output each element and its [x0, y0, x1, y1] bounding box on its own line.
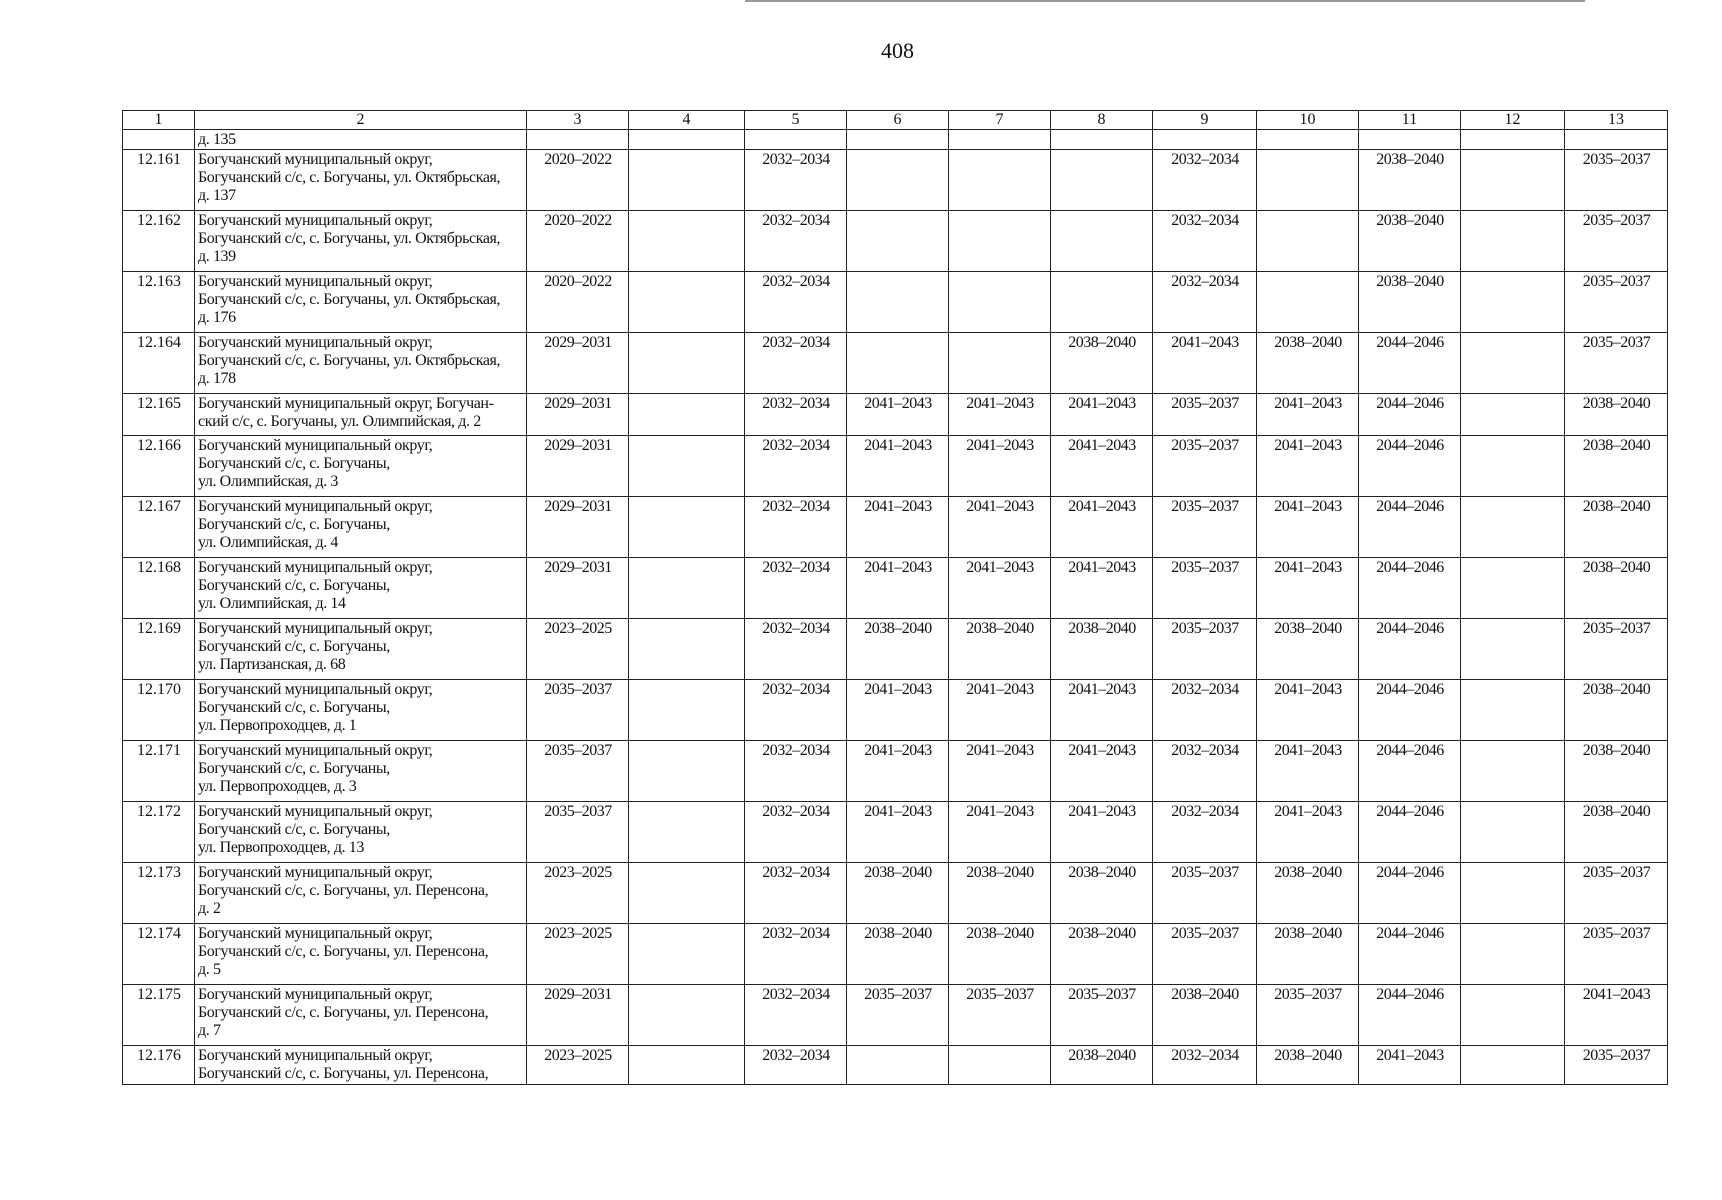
period-cell-11: 2044–2046	[1359, 497, 1461, 558]
period-cell-12	[1461, 863, 1565, 924]
period-cell-8: 2038–2040	[1051, 863, 1153, 924]
row-number-cell: 12.170	[123, 680, 195, 741]
address-cell: Богучанский муниципальный округ, Богучанский с/с, с. Богучаны, ул. Первопроходцев, д. 13	[195, 802, 527, 863]
address-cell: Богучанский муниципальный округ, Богучанский с/с, с. Богучаны, ул. Олимпийская, д. 14	[195, 558, 527, 619]
period-cell-5: 2032–2034	[745, 150, 847, 211]
row-number-cell: 12.161	[123, 150, 195, 211]
period-cell-3: 2020–2022	[527, 211, 629, 272]
period-cell-9: 2041–2043	[1153, 333, 1257, 394]
period-cell-8: 2038–2040	[1051, 619, 1153, 680]
period-cell-6	[847, 130, 949, 150]
period-cell-6	[847, 211, 949, 272]
period-cell-3: 2035–2037	[527, 680, 629, 741]
column-header-12: 12	[1461, 111, 1565, 130]
period-cell-7	[949, 150, 1051, 211]
period-cell-5: 2032–2034	[745, 924, 847, 985]
period-cell-6: 2038–2040	[847, 619, 949, 680]
period-cell-13: 2041–2043	[1565, 985, 1668, 1046]
period-cell-5: 2032–2034	[745, 741, 847, 802]
period-cell-13: 2035–2037	[1565, 211, 1668, 272]
period-cell-10: 2038–2040	[1257, 863, 1359, 924]
period-cell-11: 2044–2046	[1359, 924, 1461, 985]
period-cell-5: 2032–2034	[745, 211, 847, 272]
period-cell-5	[745, 130, 847, 150]
period-cell-7: 2035–2037	[949, 985, 1051, 1046]
period-cell-11: 2044–2046	[1359, 802, 1461, 863]
period-cell-9: 2035–2037	[1153, 558, 1257, 619]
period-cell-13	[1565, 130, 1668, 150]
period-cell-9: 2032–2034	[1153, 211, 1257, 272]
table-body	[123, 130, 1668, 1085]
period-cell-6	[847, 1046, 949, 1085]
top-scan-rule	[745, 0, 1585, 2]
period-cell-11: 2038–2040	[1359, 150, 1461, 211]
period-cell-7: 2041–2043	[949, 394, 1051, 436]
column-header-5: 5	[745, 111, 847, 130]
schedule-table	[122, 110, 1668, 1085]
table-row	[123, 1046, 1668, 1085]
period-cell-10: 2038–2040	[1257, 1046, 1359, 1085]
table-row	[123, 272, 1668, 333]
row-number-cell: 12.164	[123, 333, 195, 394]
period-cell-5: 2032–2034	[745, 619, 847, 680]
period-cell-8: 2041–2043	[1051, 436, 1153, 497]
period-cell-11: 2044–2046	[1359, 985, 1461, 1046]
column-header-13: 13	[1565, 111, 1668, 130]
address-cell: Богучанский муниципальный округ, Богучанский с/с, с. Богучаны, ул. Перенсона,	[195, 1046, 527, 1085]
row-number-cell: 12.172	[123, 802, 195, 863]
period-cell-9: 2032–2034	[1153, 741, 1257, 802]
period-cell-6: 2041–2043	[847, 497, 949, 558]
address-cell: д. 135	[195, 130, 527, 150]
period-cell-7: 2038–2040	[949, 619, 1051, 680]
period-cell-8	[1051, 211, 1153, 272]
period-cell-9	[1153, 130, 1257, 150]
row-number-cell: 12.169	[123, 619, 195, 680]
period-cell-8: 2041–2043	[1051, 497, 1153, 558]
period-cell-12	[1461, 272, 1565, 333]
period-cell-12	[1461, 1046, 1565, 1085]
period-cell-11: 2044–2046	[1359, 863, 1461, 924]
column-header-1: 1	[123, 111, 195, 130]
period-cell-3: 2035–2037	[527, 741, 629, 802]
address-cell: Богучанский муниципальный округ, Богучанский с/с, с. Богучаны, ул. Партизанская, д. 68	[195, 619, 527, 680]
address-cell: Богучанский муниципальный округ, Богучанский с/с, с. Богучаны, ул. Первопроходцев, д. 1	[195, 680, 527, 741]
period-cell-6: 2041–2043	[847, 802, 949, 863]
period-cell-4	[629, 558, 745, 619]
period-cell-3: 2020–2022	[527, 272, 629, 333]
period-cell-10: 2038–2040	[1257, 619, 1359, 680]
table-row	[123, 741, 1668, 802]
address-cell: Богучанский муниципальный округ, Богучанский с/с, с. Богучаны, ул. Октябрьская, д. 178	[195, 333, 527, 394]
period-cell-13: 2035–2037	[1565, 619, 1668, 680]
period-cell-9: 2032–2034	[1153, 150, 1257, 211]
column-header-2: 2	[195, 111, 527, 130]
period-cell-6	[847, 150, 949, 211]
period-cell-7: 2038–2040	[949, 924, 1051, 985]
period-cell-6: 2041–2043	[847, 394, 949, 436]
period-cell-3: 2029–2031	[527, 436, 629, 497]
column-header-11: 11	[1359, 111, 1461, 130]
period-cell-10: 2035–2037	[1257, 985, 1359, 1046]
period-cell-12	[1461, 741, 1565, 802]
period-cell-13: 2035–2037	[1565, 333, 1668, 394]
period-cell-6	[847, 272, 949, 333]
period-cell-9: 2038–2040	[1153, 985, 1257, 1046]
table-row	[123, 497, 1668, 558]
period-cell-4	[629, 924, 745, 985]
period-cell-12	[1461, 150, 1565, 211]
period-cell-7: 2041–2043	[949, 497, 1051, 558]
period-cell-5: 2032–2034	[745, 436, 847, 497]
period-cell-6: 2041–2043	[847, 436, 949, 497]
period-cell-11: 2044–2046	[1359, 333, 1461, 394]
period-cell-3: 2023–2025	[527, 619, 629, 680]
address-cell: Богучанский муниципальный округ, Богучан- ский с/с, с. Богучаны, ул. Олимпийская, д. 2	[195, 394, 527, 436]
column-number-header	[123, 111, 1668, 130]
period-cell-10	[1257, 150, 1359, 211]
period-cell-12	[1461, 394, 1565, 436]
period-cell-3: 2029–2031	[527, 558, 629, 619]
period-cell-5: 2032–2034	[745, 558, 847, 619]
period-cell-8: 2038–2040	[1051, 333, 1153, 394]
period-cell-9: 2032–2034	[1153, 1046, 1257, 1085]
period-cell-4	[629, 150, 745, 211]
period-cell-13: 2035–2037	[1565, 1046, 1668, 1085]
period-cell-12	[1461, 333, 1565, 394]
period-cell-5: 2032–2034	[745, 985, 847, 1046]
period-cell-4	[629, 985, 745, 1046]
period-cell-4	[629, 333, 745, 394]
period-cell-5: 2032–2034	[745, 802, 847, 863]
row-number-cell: 12.171	[123, 741, 195, 802]
period-cell-8	[1051, 272, 1153, 333]
period-cell-4	[629, 130, 745, 150]
period-cell-4	[629, 1046, 745, 1085]
period-cell-10: 2041–2043	[1257, 436, 1359, 497]
table-row	[123, 802, 1668, 863]
period-cell-10: 2041–2043	[1257, 497, 1359, 558]
period-cell-8: 2041–2043	[1051, 558, 1153, 619]
period-cell-11: 2044–2046	[1359, 680, 1461, 741]
period-cell-10: 2041–2043	[1257, 802, 1359, 863]
period-cell-10: 2041–2043	[1257, 394, 1359, 436]
period-cell-9: 2035–2037	[1153, 497, 1257, 558]
period-cell-10	[1257, 272, 1359, 333]
period-cell-5: 2032–2034	[745, 394, 847, 436]
period-cell-13: 2038–2040	[1565, 802, 1668, 863]
period-cell-13: 2038–2040	[1565, 436, 1668, 497]
period-cell-13: 2038–2040	[1565, 741, 1668, 802]
period-cell-4	[629, 497, 745, 558]
period-cell-6: 2035–2037	[847, 985, 949, 1046]
period-cell-9: 2032–2034	[1153, 272, 1257, 333]
address-cell: Богучанский муниципальный округ, Богучанский с/с, с. Богучаны, ул. Первопроходцев, д. 3	[195, 741, 527, 802]
row-number-cell: 12.168	[123, 558, 195, 619]
column-header-3: 3	[527, 111, 629, 130]
row-number-cell: 12.176	[123, 1046, 195, 1085]
table-row	[123, 985, 1668, 1046]
period-cell-7: 2041–2043	[949, 558, 1051, 619]
row-number-cell	[123, 130, 195, 150]
column-header-9: 9	[1153, 111, 1257, 130]
address-cell: Богучанский муниципальный округ, Богучанский с/с, с. Богучаны, ул. Перенсона, д. 5	[195, 924, 527, 985]
column-header-6: 6	[847, 111, 949, 130]
period-cell-8: 2041–2043	[1051, 394, 1153, 436]
period-cell-8: 2035–2037	[1051, 985, 1153, 1046]
address-cell: Богучанский муниципальный округ, Богучанский с/с, с. Богучаны, ул. Октябрьская, д. 176	[195, 272, 527, 333]
period-cell-13: 2035–2037	[1565, 150, 1668, 211]
period-cell-13: 2038–2040	[1565, 680, 1668, 741]
period-cell-13: 2035–2037	[1565, 924, 1668, 985]
period-cell-3: 2020–2022	[527, 150, 629, 211]
period-cell-3: 2029–2031	[527, 497, 629, 558]
row-number-cell: 12.173	[123, 863, 195, 924]
column-header-8: 8	[1051, 111, 1153, 130]
period-cell-6: 2038–2040	[847, 924, 949, 985]
address-cell: Богучанский муниципальный округ, Богучанский с/с, с. Богучаны, ул. Перенсона, д. 7	[195, 985, 527, 1046]
period-cell-8: 2041–2043	[1051, 741, 1153, 802]
period-cell-3: 2029–2031	[527, 985, 629, 1046]
period-cell-4	[629, 619, 745, 680]
period-cell-4	[629, 211, 745, 272]
period-cell-11	[1359, 130, 1461, 150]
period-cell-4	[629, 802, 745, 863]
period-cell-13: 2035–2037	[1565, 272, 1668, 333]
period-cell-4	[629, 436, 745, 497]
address-cell: Богучанский муниципальный округ, Богучанский с/с, с. Богучаны, ул. Октябрьская, д. 139	[195, 211, 527, 272]
period-cell-11: 2041–2043	[1359, 1046, 1461, 1085]
period-cell-4	[629, 741, 745, 802]
table-row	[123, 211, 1668, 272]
period-cell-6: 2041–2043	[847, 680, 949, 741]
period-cell-7: 2038–2040	[949, 863, 1051, 924]
row-number-cell: 12.163	[123, 272, 195, 333]
period-cell-6: 2038–2040	[847, 863, 949, 924]
table-row	[123, 150, 1668, 211]
period-cell-13: 2035–2037	[1565, 863, 1668, 924]
column-header-4: 4	[629, 111, 745, 130]
period-cell-8	[1051, 150, 1153, 211]
table-row	[123, 619, 1668, 680]
period-cell-8: 2041–2043	[1051, 802, 1153, 863]
period-cell-13: 2038–2040	[1565, 497, 1668, 558]
period-cell-6: 2041–2043	[847, 741, 949, 802]
period-cell-12	[1461, 558, 1565, 619]
schedule-table-wrapper	[122, 110, 1668, 1085]
period-cell-13: 2038–2040	[1565, 558, 1668, 619]
period-cell-11: 2038–2040	[1359, 272, 1461, 333]
period-cell-10	[1257, 130, 1359, 150]
period-cell-4	[629, 272, 745, 333]
row-number-cell: 12.167	[123, 497, 195, 558]
period-cell-12	[1461, 130, 1565, 150]
period-cell-11: 2044–2046	[1359, 741, 1461, 802]
period-cell-5: 2032–2034	[745, 333, 847, 394]
period-cell-7	[949, 1046, 1051, 1085]
table-row	[123, 924, 1668, 985]
period-cell-5: 2032–2034	[745, 272, 847, 333]
period-cell-10: 2041–2043	[1257, 680, 1359, 741]
period-cell-12	[1461, 680, 1565, 741]
period-cell-4	[629, 394, 745, 436]
period-cell-12	[1461, 211, 1565, 272]
address-cell: Богучанский муниципальный округ, Богучанский с/с, с. Богучаны, ул. Олимпийская, д. 3	[195, 436, 527, 497]
period-cell-12	[1461, 924, 1565, 985]
period-cell-3: 2023–2025	[527, 1046, 629, 1085]
period-cell-10: 2041–2043	[1257, 741, 1359, 802]
address-cell: Богучанский муниципальный округ, Богучанский с/с, с. Богучаны, ул. Перенсона, д. 2	[195, 863, 527, 924]
period-cell-9: 2032–2034	[1153, 680, 1257, 741]
column-header-10: 10	[1257, 111, 1359, 130]
period-cell-7: 2041–2043	[949, 436, 1051, 497]
period-cell-5: 2032–2034	[745, 863, 847, 924]
period-cell-7: 2041–2043	[949, 680, 1051, 741]
period-cell-8: 2041–2043	[1051, 680, 1153, 741]
page-number: 408	[881, 38, 914, 63]
period-cell-3: 2023–2025	[527, 924, 629, 985]
period-cell-3	[527, 130, 629, 150]
period-cell-7	[949, 272, 1051, 333]
table-row	[123, 130, 1668, 150]
period-cell-5: 2032–2034	[745, 680, 847, 741]
period-cell-3: 2023–2025	[527, 863, 629, 924]
period-cell-11: 2044–2046	[1359, 558, 1461, 619]
period-cell-6: 2041–2043	[847, 558, 949, 619]
period-cell-9: 2032–2034	[1153, 802, 1257, 863]
period-cell-9: 2035–2037	[1153, 394, 1257, 436]
table-row	[123, 863, 1668, 924]
row-number-cell: 12.165	[123, 394, 195, 436]
period-cell-12	[1461, 985, 1565, 1046]
period-cell-4	[629, 680, 745, 741]
period-cell-10: 2038–2040	[1257, 924, 1359, 985]
table-row	[123, 680, 1668, 741]
period-cell-10	[1257, 211, 1359, 272]
period-cell-9: 2035–2037	[1153, 863, 1257, 924]
period-cell-6	[847, 333, 949, 394]
column-header-7: 7	[949, 111, 1051, 130]
period-cell-3: 2029–2031	[527, 394, 629, 436]
period-cell-4	[629, 863, 745, 924]
period-cell-8: 2038–2040	[1051, 924, 1153, 985]
period-cell-3: 2029–2031	[527, 333, 629, 394]
period-cell-11: 2038–2040	[1359, 211, 1461, 272]
period-cell-12	[1461, 436, 1565, 497]
period-cell-7: 2041–2043	[949, 741, 1051, 802]
table-row	[123, 333, 1668, 394]
period-cell-5: 2032–2034	[745, 497, 847, 558]
period-cell-5: 2032–2034	[745, 1046, 847, 1085]
row-number-cell: 12.174	[123, 924, 195, 985]
period-cell-8: 2038–2040	[1051, 1046, 1153, 1085]
address-cell: Богучанский муниципальный округ, Богучанский с/с, с. Богучаны, ул. Олимпийская, д. 4	[195, 497, 527, 558]
row-number-cell: 12.162	[123, 211, 195, 272]
table-row	[123, 394, 1668, 436]
period-cell-7: 2041–2043	[949, 802, 1051, 863]
period-cell-12	[1461, 802, 1565, 863]
period-cell-12	[1461, 497, 1565, 558]
table-row	[123, 436, 1668, 497]
period-cell-8	[1051, 130, 1153, 150]
period-cell-7	[949, 211, 1051, 272]
period-cell-13: 2038–2040	[1565, 394, 1668, 436]
period-cell-7	[949, 333, 1051, 394]
period-cell-10: 2041–2043	[1257, 558, 1359, 619]
address-cell: Богучанский муниципальный округ, Богучанский с/с, с. Богучаны, ул. Октябрьская, д. 137	[195, 150, 527, 211]
row-number-cell: 12.166	[123, 436, 195, 497]
period-cell-12	[1461, 619, 1565, 680]
period-cell-10: 2038–2040	[1257, 333, 1359, 394]
table-row	[123, 558, 1668, 619]
period-cell-11: 2044–2046	[1359, 394, 1461, 436]
period-cell-3: 2035–2037	[527, 802, 629, 863]
period-cell-7	[949, 130, 1051, 150]
period-cell-9: 2035–2037	[1153, 436, 1257, 497]
row-number-cell: 12.175	[123, 985, 195, 1046]
period-cell-11: 2044–2046	[1359, 619, 1461, 680]
period-cell-9: 2035–2037	[1153, 924, 1257, 985]
period-cell-9: 2035–2037	[1153, 619, 1257, 680]
period-cell-11: 2044–2046	[1359, 436, 1461, 497]
